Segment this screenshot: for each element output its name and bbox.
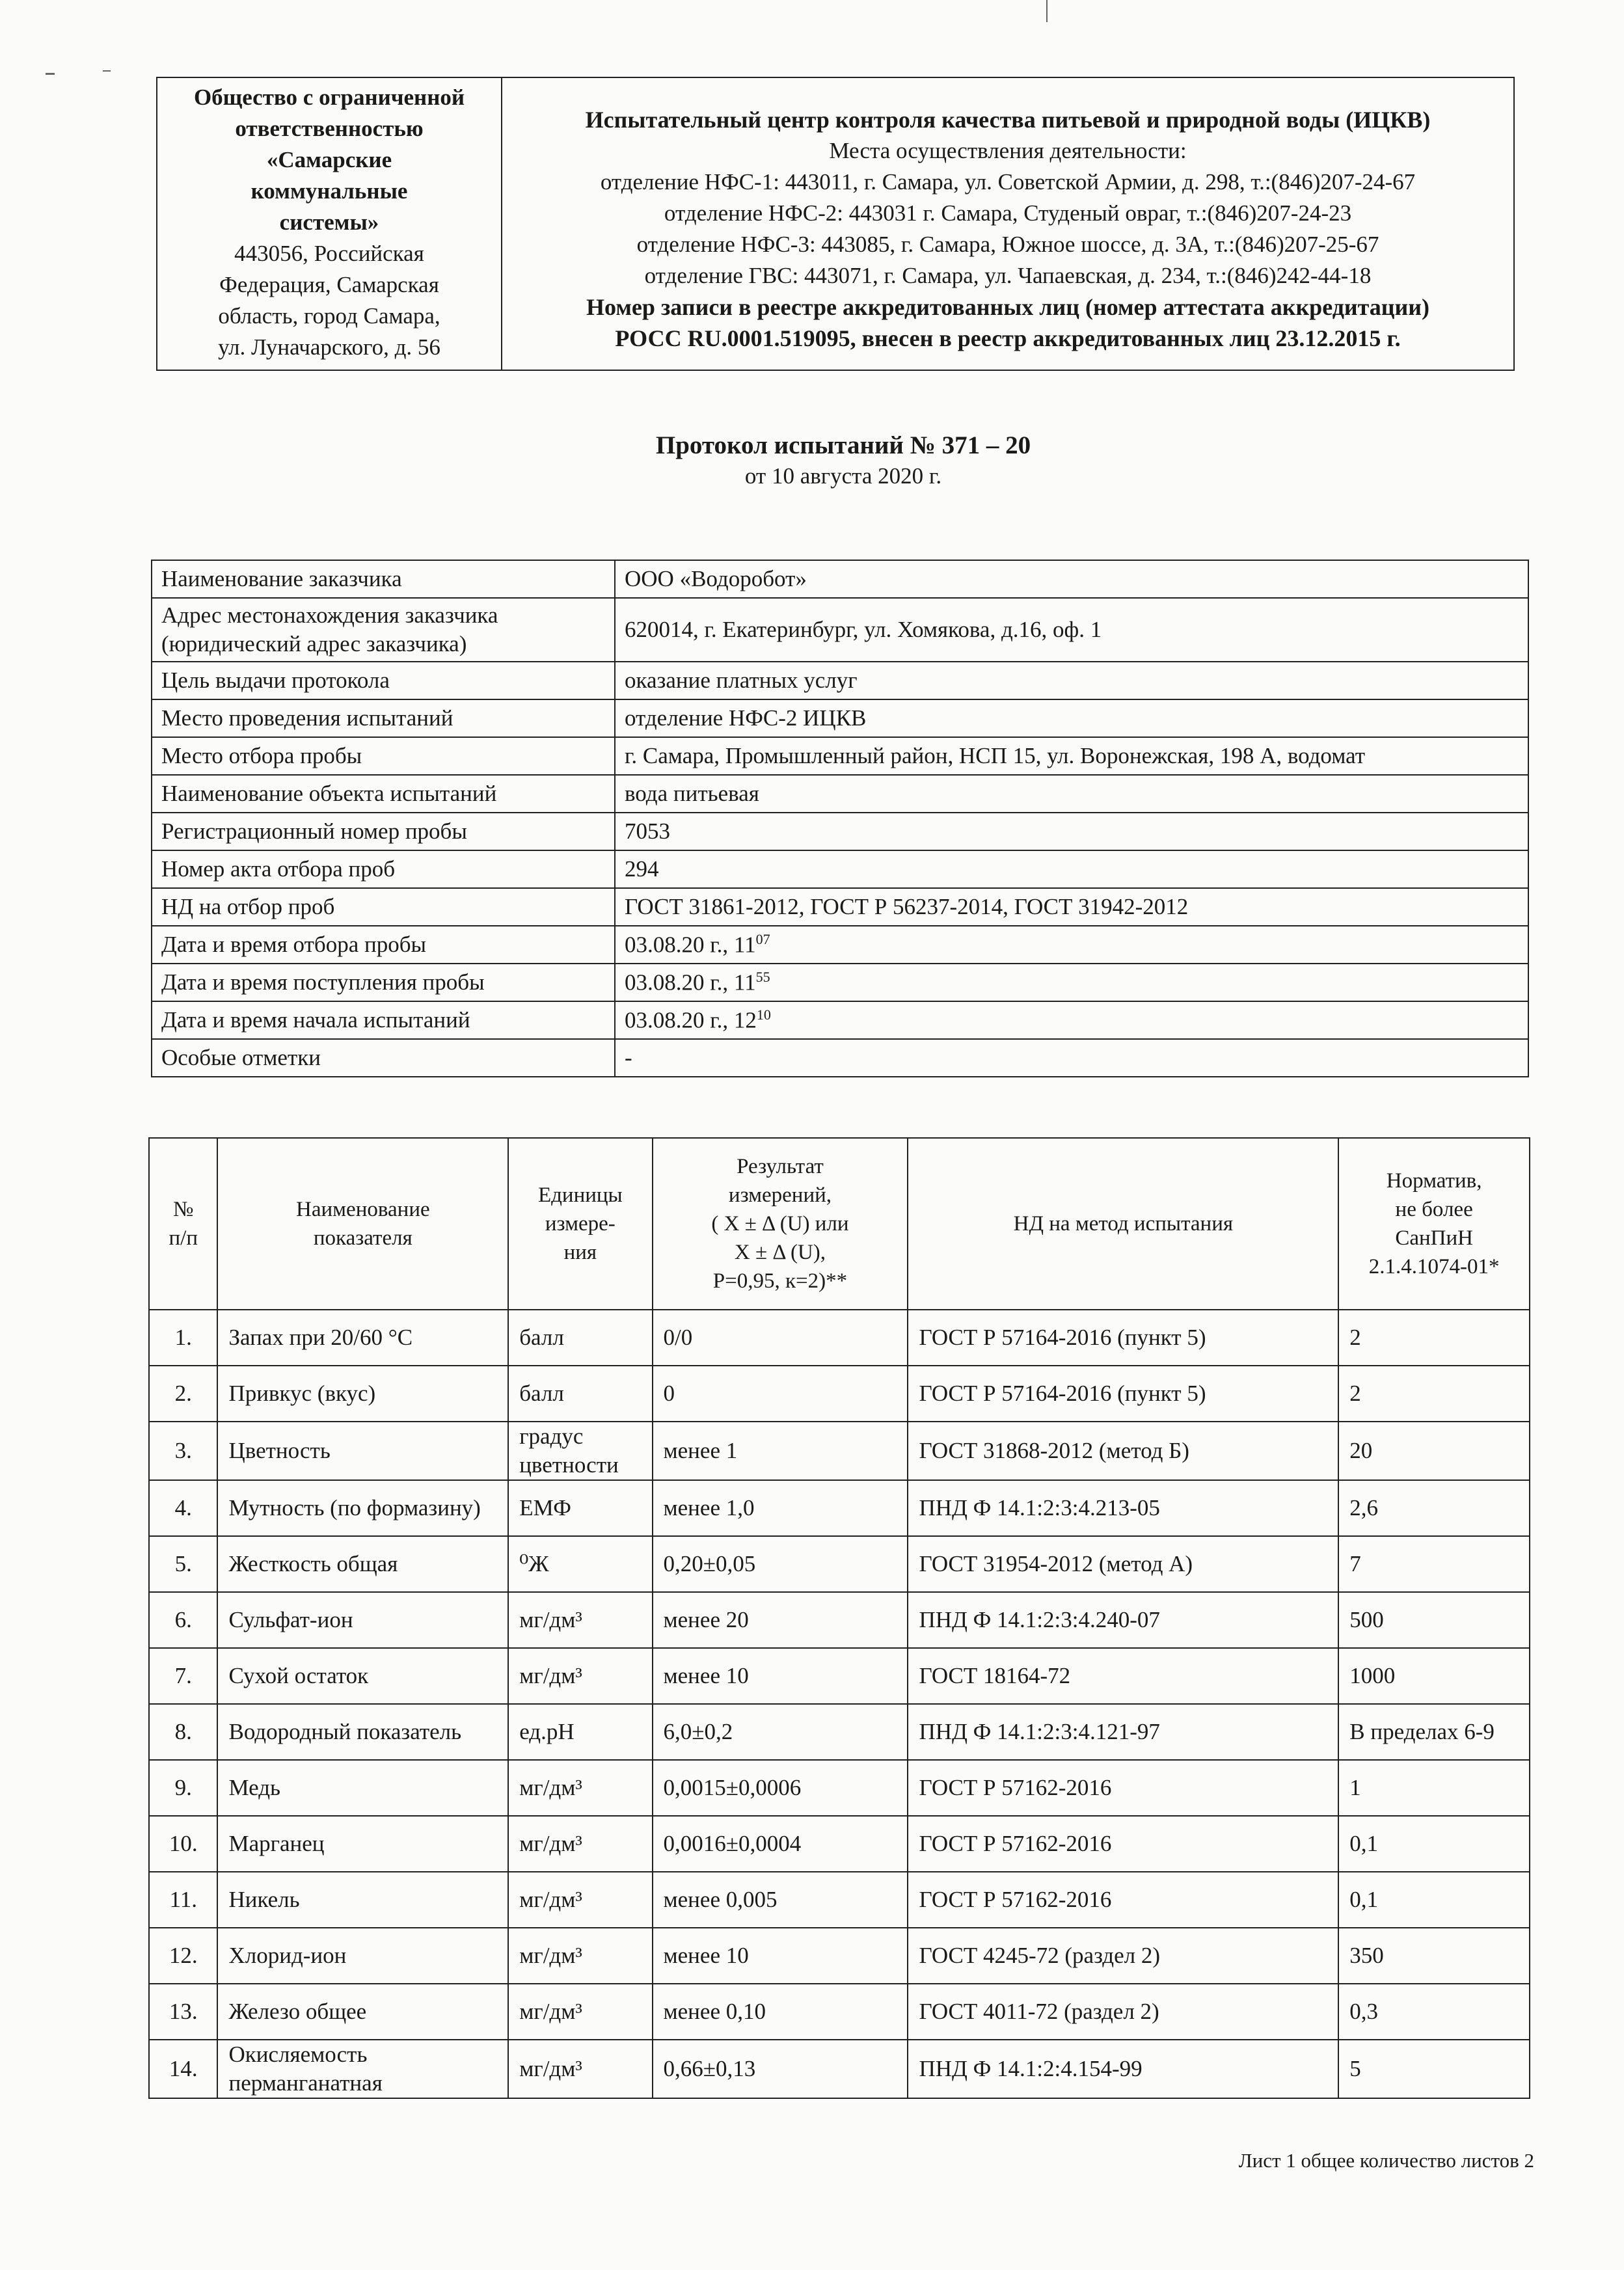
info-label: Место отбора пробы — [152, 737, 615, 775]
info-row — [152, 699, 1528, 737]
cell-name: Окисляемость перманганатная — [217, 2040, 508, 2098]
cell-unit: мг/дм³ — [508, 1648, 652, 1704]
cell-norm: 0,3 — [1338, 1984, 1530, 2040]
info-label-line: (юридический адрес заказчика) — [161, 631, 467, 656]
info-label: Место проведения испытаний — [152, 699, 615, 737]
org-address-line: 443056, Российская — [234, 241, 424, 266]
cell-result: 0,0016±0,0004 — [653, 1816, 908, 1872]
info-label: Особые отметки — [152, 1039, 615, 1077]
cell-method: ПНД Ф 14.1:2:4.154-99 — [908, 2040, 1338, 2098]
info-value — [615, 964, 1528, 1001]
cell-norm: 500 — [1338, 1592, 1530, 1648]
cell-name: Мутность (по формазину) — [217, 1480, 508, 1536]
cell-result: менее 10 — [653, 1648, 908, 1704]
info-row — [152, 775, 1528, 813]
org-address-line: Федерация, Самарская — [219, 272, 439, 297]
cell-name: Железо общее — [217, 1984, 508, 2040]
cell-num: 14. — [149, 2040, 217, 2098]
cell-num: 13. — [149, 1984, 217, 2040]
info-label: Дата и время начала испытаний — [152, 1001, 615, 1039]
cell-num: 12. — [149, 1928, 217, 1984]
cell-unit: мг/дм³ — [508, 1760, 652, 1816]
header-line: P=0,95, к=2)** — [712, 1269, 848, 1293]
place-line: отделение ГВС: 443071, г. Самара, ул. Чапаевская, д. 234, т.:(846)242-44-18 — [644, 263, 1372, 288]
cell-method: ГОСТ Р 57164-2016 (пункт 5) — [908, 1366, 1338, 1422]
cell-unit: ед.pH — [508, 1704, 652, 1760]
cell-method: ПНД Ф 14.1:2:3:4.213-05 — [908, 1480, 1338, 1536]
cell-result: менее 1,0 — [653, 1480, 908, 1536]
header-line: ния — [563, 1241, 597, 1264]
info-value: 294 — [615, 850, 1528, 888]
info-value: ГОСТ 31861-2012, ГОСТ Р 56237-2014, ГОСТ 31942-2012 — [615, 888, 1528, 926]
date-text: 03.08.20 г., 11 — [625, 969, 756, 995]
info-label: Дата и время отбора пробы — [152, 926, 615, 964]
cell-method: ГОСТ 18164-72 — [908, 1648, 1338, 1704]
header-line: Наименование — [296, 1198, 430, 1221]
header-line: Результат — [737, 1155, 824, 1178]
header-num — [149, 1138, 217, 1310]
cell-name: Водородный показатель — [217, 1704, 508, 1760]
cell-unit: ЕМФ — [508, 1480, 652, 1536]
cell-norm: 2,6 — [1338, 1480, 1530, 1536]
cell-name: Хлорид-ион — [217, 1928, 508, 1984]
header-line: 2.1.4.1074-01* — [1368, 1255, 1500, 1278]
minutes-text: 10 — [756, 1007, 771, 1023]
cell-method: ГОСТ Р 57164-2016 (пункт 5) — [908, 1310, 1338, 1366]
cell-norm: 7 — [1338, 1536, 1530, 1592]
info-row — [152, 813, 1528, 850]
org-address-line: ул. Луначарского, д. 56 — [218, 334, 440, 360]
cell-num: 11. — [149, 1872, 217, 1928]
info-row — [152, 662, 1528, 699]
info-value: оказание платных услуг — [615, 662, 1528, 699]
info-value: - — [615, 1039, 1528, 1077]
cell-num: 7. — [149, 1648, 217, 1704]
table-row — [149, 1984, 1530, 2040]
sample-info-table — [151, 560, 1529, 1077]
header-line: Норматив, — [1386, 1169, 1482, 1193]
results-body — [149, 1310, 1530, 2098]
info-value: отделение НФС-2 ИЦКВ — [615, 699, 1528, 737]
organization-block — [157, 78, 502, 370]
cell-result: менее 0,005 — [653, 1872, 908, 1928]
org-line: системы» — [279, 209, 379, 235]
org-address-line: область, город Самара, — [218, 303, 440, 329]
info-value: г. Самара, Промышленный район, НСП 15, ул. Воронежская, 198 А, водомат — [615, 737, 1528, 775]
cell-name: Сульфат-ион — [217, 1592, 508, 1648]
table-row — [149, 1480, 1530, 1536]
header-line: измере- — [545, 1212, 616, 1236]
table-row — [149, 1310, 1530, 1366]
cell-norm: 2 — [1338, 1366, 1530, 1422]
cell-name: Жесткость общая — [217, 1536, 508, 1592]
cell-name: Медь — [217, 1760, 508, 1816]
results-header-row — [149, 1138, 1530, 1310]
cell-norm: 20 — [1338, 1422, 1530, 1480]
info-row — [152, 1001, 1528, 1039]
info-value: ООО «Водоробот» — [615, 560, 1528, 598]
table-row — [149, 1648, 1530, 1704]
cell-num: 9. — [149, 1760, 217, 1816]
cell-result: 0,20±0,05 — [653, 1536, 908, 1592]
info-label: Номер акта отбора проб — [152, 850, 615, 888]
scan-mark — [46, 73, 55, 75]
cell-method: ГОСТ Р 57162-2016 — [908, 1760, 1338, 1816]
table-row — [149, 1536, 1530, 1592]
info-row — [152, 1039, 1528, 1077]
minutes-text: 55 — [755, 969, 770, 986]
cell-method: ГОСТ 31954-2012 (метод А) — [908, 1536, 1338, 1592]
page-footer: Лист 1 общее количество листов 2 — [1238, 2149, 1534, 2172]
table-row — [149, 1422, 1530, 1480]
cell-name: Марганец — [217, 1816, 508, 1872]
info-value — [615, 926, 1528, 964]
accreditation-line: РОСС RU.0001.519095, внесен в реестр аккредитованных лиц 23.12.2015 г. — [615, 325, 1401, 351]
cell-num: 10. — [149, 1816, 217, 1872]
cell-result: 0/0 — [653, 1310, 908, 1366]
cell-num: 5. — [149, 1536, 217, 1592]
header-name — [217, 1138, 508, 1310]
info-row — [152, 560, 1528, 598]
header-line: измерений, — [728, 1183, 832, 1207]
cell-result: менее 0,10 — [653, 1984, 908, 2040]
header-line: показателя — [313, 1226, 413, 1250]
info-row — [152, 850, 1528, 888]
cell-norm: 2 — [1338, 1310, 1530, 1366]
cell-unit: балл — [508, 1366, 652, 1422]
table-row — [149, 1872, 1530, 1928]
lab-block — [502, 78, 1513, 370]
header-unit — [508, 1138, 652, 1310]
info-label — [152, 598, 615, 662]
cell-result: менее 20 — [653, 1592, 908, 1648]
cell-unit: мг/дм³ — [508, 2040, 652, 2098]
cell-unit: ⁰Ж — [508, 1536, 652, 1592]
cell-method: ПНД Ф 14.1:2:3:4.121-97 — [908, 1704, 1338, 1760]
org-line: коммунальные — [250, 178, 408, 204]
cell-method: ГОСТ Р 57162-2016 — [908, 1872, 1338, 1928]
info-row — [152, 964, 1528, 1001]
date-text: 03.08.20 г., 12 — [625, 1007, 757, 1033]
cell-num: 3. — [149, 1422, 217, 1480]
info-value: 7053 — [615, 813, 1528, 850]
cell-result: 0 — [653, 1366, 908, 1422]
header-line: СанПиН — [1395, 1226, 1473, 1250]
header-line: ( X ± Δ (U) или — [711, 1212, 849, 1236]
info-label: НД на отбор проб — [152, 888, 615, 926]
cell-name: Запах при 20/60 °С — [217, 1310, 508, 1366]
place-line: отделение НФС-1: 443011, г. Самара, ул. Советской Армии, д. 298, т.:(846)207-24-67 — [600, 169, 1416, 195]
protocol-title: Протокол испытаний № 371 – 20 — [655, 431, 1031, 459]
table-row — [149, 2040, 1530, 2098]
cell-method: ГОСТ Р 57162-2016 — [908, 1816, 1338, 1872]
cell-num: 4. — [149, 1480, 217, 1536]
org-line: ответственностью — [235, 116, 424, 141]
cell-unit: градус цветности — [508, 1422, 652, 1480]
cell-norm: 1000 — [1338, 1648, 1530, 1704]
lab-title: Испытательный центр контроля качества питьевой и природной воды (ИЦКВ) — [585, 107, 1431, 133]
cell-norm: 5 — [1338, 2040, 1530, 2098]
document-header — [156, 77, 1515, 371]
header-line: не более — [1395, 1198, 1473, 1221]
org-line: Общество с ограниченной — [193, 85, 465, 110]
header-result — [653, 1138, 908, 1310]
date-text: 03.08.20 г., 11 — [625, 932, 756, 958]
cell-result: 0,0015±0,0006 — [653, 1760, 908, 1816]
cell-norm: В пределах 6-9 — [1338, 1704, 1530, 1760]
info-value: 620014, г. Екатеринбург, ул. Хомякова, д.16, оф. 1 — [615, 598, 1528, 662]
header-line: п/п — [169, 1226, 198, 1250]
cell-num: 6. — [149, 1592, 217, 1648]
table-row — [149, 1816, 1530, 1872]
info-label: Наименование объекта испытаний — [152, 775, 615, 813]
header-line: № — [172, 1198, 194, 1221]
cell-norm: 0,1 — [1338, 1872, 1530, 1928]
cell-unit: мг/дм³ — [508, 1872, 652, 1928]
header-line: Единицы — [537, 1183, 623, 1207]
header-method: НД на метод испытания — [908, 1138, 1338, 1310]
info-label: Регистрационный номер пробы — [152, 813, 615, 850]
cell-unit: балл — [508, 1310, 652, 1366]
cell-method: ГОСТ 4245-72 (раздел 2) — [908, 1928, 1338, 1984]
cell-name: Привкус (вкус) — [217, 1366, 508, 1422]
cell-method: ГОСТ 31868-2012 (метод Б) — [908, 1422, 1338, 1480]
places-label: Места осуществления деятельности: — [829, 138, 1187, 163]
info-row — [152, 926, 1528, 964]
cell-unit: мг/дм³ — [508, 1592, 652, 1648]
cell-norm: 350 — [1338, 1928, 1530, 1984]
minutes-text: 07 — [755, 931, 770, 948]
place-line: отделение НФС-2: 443031 г. Самара, Студеный овраг, т.:(846)207-24-23 — [664, 200, 1352, 226]
info-label-line: Адрес местонахождения заказчика — [161, 602, 498, 628]
table-row — [149, 1366, 1530, 1422]
info-row — [152, 598, 1528, 662]
cell-norm: 1 — [1338, 1760, 1530, 1816]
scan-mark — [1046, 0, 1048, 22]
info-row — [152, 737, 1528, 775]
scan-mark — [103, 70, 111, 72]
place-line: отделение НФС-3: 443085, г. Самара, Южное шоссе, д. 3А, т.:(846)207-25-67 — [636, 232, 1379, 257]
info-value: вода питьевая — [615, 775, 1528, 813]
cell-result: 0,66±0,13 — [653, 2040, 908, 2098]
accreditation-line: Номер записи в реестре аккредитованных лиц (номер аттестата аккредитации) — [586, 294, 1429, 320]
results-table — [148, 1137, 1530, 2099]
cell-unit: мг/дм³ — [508, 1984, 652, 2040]
cell-num: 1. — [149, 1310, 217, 1366]
cell-unit: мг/дм³ — [508, 1928, 652, 1984]
cell-result: менее 1 — [653, 1422, 908, 1480]
protocol-date: от 10 августа 2020 г. — [744, 463, 942, 489]
table-row — [149, 1704, 1530, 1760]
header-line: X ± Δ (U), — [734, 1241, 826, 1264]
cell-method: ГОСТ 4011-72 (раздел 2) — [908, 1984, 1338, 2040]
cell-name: Никель — [217, 1872, 508, 1928]
info-value — [615, 1001, 1528, 1039]
cell-name: Сухой остаток — [217, 1648, 508, 1704]
cell-num: 8. — [149, 1704, 217, 1760]
cell-result: 6,0±0,2 — [653, 1704, 908, 1760]
table-row — [149, 1760, 1530, 1816]
cell-num: 2. — [149, 1366, 217, 1422]
org-line: «Самарские — [266, 147, 392, 172]
info-label: Цель выдачи протокола — [152, 662, 615, 699]
cell-result: менее 10 — [653, 1928, 908, 1984]
cell-method: ПНД Ф 14.1:2:3:4.240-07 — [908, 1592, 1338, 1648]
cell-unit: мг/дм³ — [508, 1816, 652, 1872]
info-row — [152, 888, 1528, 926]
table-row — [149, 1928, 1530, 1984]
info-label: Наименование заказчика — [152, 560, 615, 598]
header-norm — [1338, 1138, 1530, 1310]
cell-norm: 0,1 — [1338, 1816, 1530, 1872]
cell-name: Цветность — [217, 1422, 508, 1480]
info-label: Дата и время поступления пробы — [152, 964, 615, 1001]
table-row — [149, 1592, 1530, 1648]
